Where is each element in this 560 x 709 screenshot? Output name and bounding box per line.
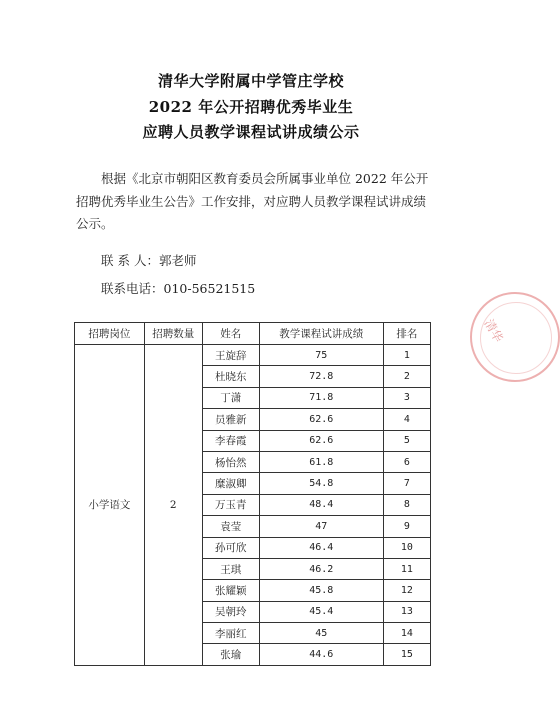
cell-score: 45 [259,623,383,644]
table-header-row [75,323,431,345]
cell-name: 丁潇 [202,387,259,408]
cell-rank: 8 [383,494,430,515]
document-title-year: 2022 年公开招聘优秀毕业生 [148,98,354,116]
official-seal [470,292,560,382]
cell-name: 吴朝玲 [202,601,259,622]
cell-score: 44.6 [259,644,383,665]
header-post: 招聘岗位 [75,323,145,345]
header-quota: 招聘数量 [144,323,202,345]
grades-table [74,322,431,666]
cell-score: 72.8 [259,366,383,387]
cell-name: 孙可欣 [202,537,259,558]
cell-name: 李丽红 [202,623,259,644]
document-title-subject: 应聘人员教学课程试讲成绩公示 [142,123,360,141]
cell-quota: 2 [144,345,202,666]
cell-score: 54.8 [259,473,383,494]
cell-name: 张瑜 [202,644,259,665]
cell-rank: 15 [383,644,430,665]
cell-rank: 13 [383,601,430,622]
document-title-school: 清华大学附属中学管庄学校 [157,72,344,90]
cell-score: 46.4 [259,537,383,558]
table-row [75,345,431,366]
cell-rank: 14 [383,623,430,644]
cell-name: 万玉青 [202,494,259,515]
cell-name: 员雅新 [202,409,259,430]
cell-rank: 3 [383,387,430,408]
cell-score: 45.4 [259,601,383,622]
announcement-paragraph: 根据《北京市朝阳区教育委员会所属事业单位 2022 年公开招聘优秀毕业生公告》工作安排，对应聘人员教学课程试讲成绩公示。 [76,171,429,231]
header-score: 教学课程试讲成绩 [259,323,383,345]
header-name: 姓名 [202,323,259,345]
cell-name: 杨怡然 [202,451,259,472]
cell-name: 袁莹 [202,516,259,537]
cell-score: 75 [259,345,383,366]
cell-score: 46.2 [259,558,383,579]
contact-phone: 联系电话：010-56521515 [101,281,256,296]
cell-name: 杜晓东 [202,366,259,387]
cell-rank: 5 [383,430,430,451]
cell-rank: 12 [383,580,430,601]
cell-name: 张耀颖 [202,580,259,601]
cell-name: 糜淑卿 [202,473,259,494]
contact-person: 联 系 人：郭老师 [101,253,197,268]
cell-score: 62.6 [259,430,383,451]
cell-rank: 2 [383,366,430,387]
cell-rank: 4 [383,409,430,430]
cell-score: 71.8 [259,387,383,408]
cell-post: 小学语文 [75,345,145,666]
cell-rank: 7 [383,473,430,494]
seal-text: 清华 [481,316,506,345]
cell-rank: 9 [383,516,430,537]
cell-name: 王旋辞 [202,345,259,366]
cell-rank: 11 [383,558,430,579]
cell-name: 李春霞 [202,430,259,451]
table-body [75,345,431,666]
cell-score: 45.8 [259,580,383,601]
cell-score: 61.8 [259,451,383,472]
cell-score: 47 [259,516,383,537]
cell-score: 62.6 [259,409,383,430]
cell-rank: 10 [383,537,430,558]
header-rank: 排名 [383,323,430,345]
cell-rank: 6 [383,451,430,472]
cell-rank: 1 [383,345,430,366]
cell-name: 王琪 [202,558,259,579]
cell-score: 48.4 [259,494,383,515]
